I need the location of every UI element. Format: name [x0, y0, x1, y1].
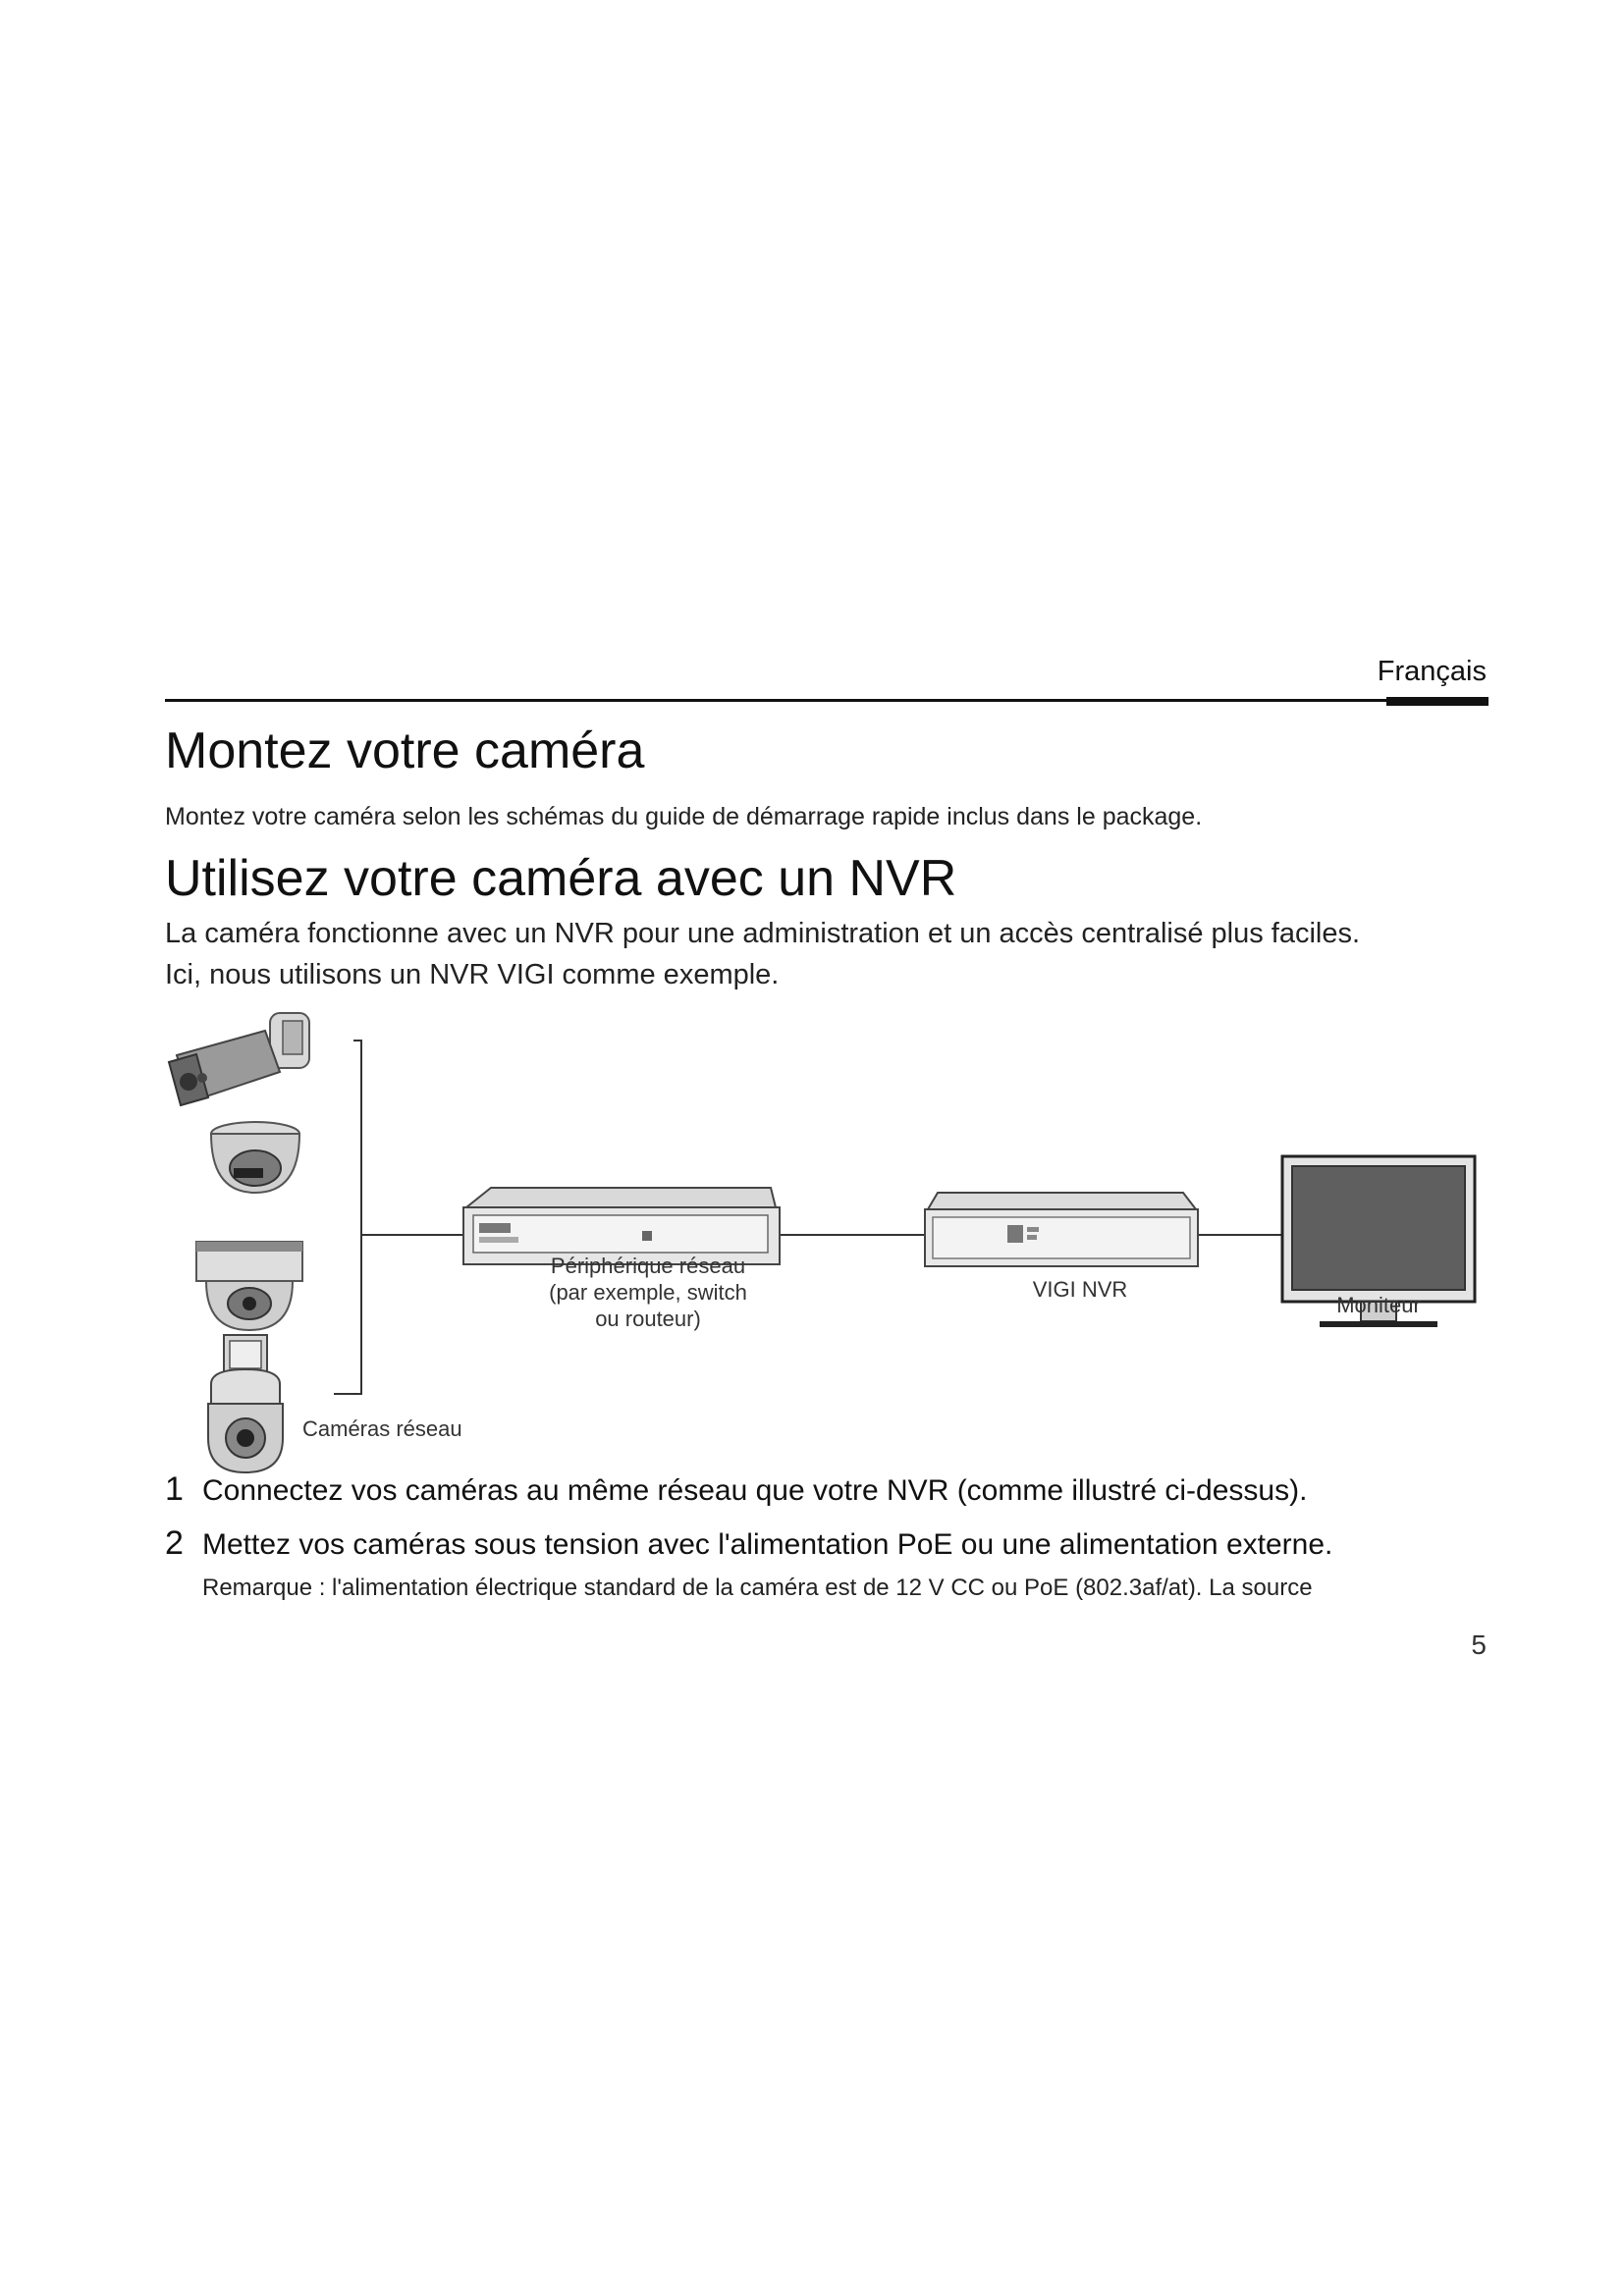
section-title-nvr: Utilisez votre caméra avec un NVR	[165, 850, 957, 907]
step-number: 2	[165, 1524, 184, 1562]
turret-camera-icon	[211, 1122, 299, 1193]
device-label-line-2: (par exemple, switch	[549, 1280, 747, 1305]
device-label-line-3: ou routeur)	[595, 1307, 701, 1331]
step-text: Connectez vos caméras au même réseau que votre NVR (comme illustré ci-dessus).	[202, 1474, 1308, 1507]
step-number: 1	[165, 1470, 184, 1508]
cameras-label: Caméras réseau	[302, 1416, 462, 1441]
page-number: 5	[1471, 1629, 1487, 1660]
nvr-text-line-2: Ici, nous utilisons un NVR VIGI comme exemple.	[165, 959, 780, 990]
step-2	[165, 1524, 1332, 1563]
nvr-label: VIGI NVR	[1032, 1277, 1128, 1302]
bullet-camera-icon	[169, 1013, 309, 1105]
section-text-mount: Montez votre caméra selon les schémas du guide de démarrage rapide inclus dans le package.	[165, 803, 1203, 830]
ptz-camera-icon	[208, 1335, 283, 1472]
step-text: Mettez vos caméras sous tension avec l'alimentation PoE ou une alimentation externe.	[202, 1528, 1333, 1561]
language-label: Français	[1377, 656, 1487, 687]
network-device-label	[471, 1253, 825, 1332]
network-diagram	[147, 991, 1502, 1482]
language-tab-bar	[1386, 697, 1489, 706]
nvr-text-line-1: La caméra fonctionne avec un NVR pour une administration et un accès centralisé plus faciles.	[165, 918, 1361, 949]
header-rule	[165, 699, 1489, 702]
dome-camera-icon	[196, 1242, 302, 1330]
step-1	[165, 1470, 1307, 1509]
monitor-label: Moniteur	[1336, 1293, 1421, 1317]
vigi-nvr-icon	[925, 1193, 1198, 1266]
section-text-nvr	[165, 913, 1360, 995]
power-note: Remarque : l'alimentation électrique standard de la caméra est de 12 V CC ou PoE (802.3af/at). La source	[202, 1575, 1313, 1601]
section-title-mount: Montez votre caméra	[165, 722, 645, 779]
device-label-line-1: Périphérique réseau	[550, 1254, 746, 1278]
